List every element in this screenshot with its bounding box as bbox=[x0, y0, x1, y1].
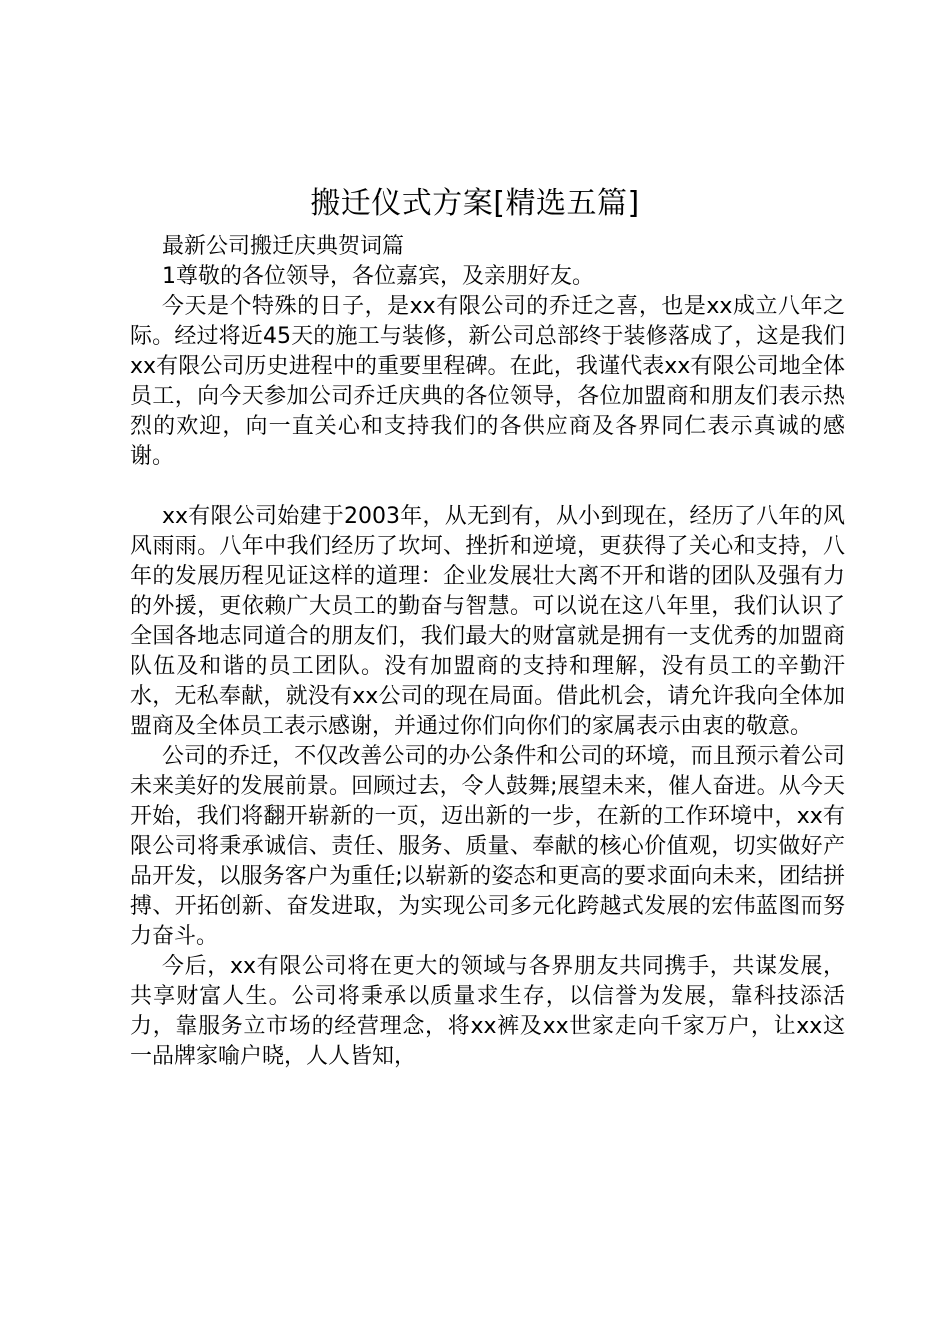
body-paragraph-1: 今天是个特殊的日子，是xx有限公司的乔迁之喜，也是xx成立八年之际。经过将近45天的施工与装修，新公司总部终于装修落成了，这是我们xx有限公司历史进程中的重要里程碑。在此，我谨代表xx有限公司地全体员工，向今天参加公司乔迁庆典的各位领导，各位加盟商和朋友们表示热烈的欢迎，向一直关心和支持我们的各供应商及各界同仁表示真诚的感谢。 bbox=[130, 294, 845, 469]
section-heading: 最新公司搬迁庆典贺词篇 bbox=[162, 234, 405, 259]
greeting-paragraph: 1尊敬的各位领导，各位嘉宾，及亲朋好友。 bbox=[162, 264, 594, 289]
body-paragraph-4: 今后，xx有限公司将在更大的领域与各界朋友共同携手，共谋发展，共享财富人生。公司将秉承以质量求生存，以信誉为发展，靠科技添活力，靠服务立市场的经营理念，将xx裤及xx世家走向千家万户，让xx这一品牌家喻户晓，人人皆知， bbox=[130, 954, 845, 1069]
document-body bbox=[130, 232, 845, 1072]
body-paragraph-3: 公司的乔迁，不仅改善公司的办公条件和公司的环境，而且预示着公司未来美好的发展前景。回顾过去，令人鼓舞;展望未来，催人奋进。从今天开始，我们将翻开崭新的一页，迈出新的一步，在新的工作环境中，xx有限公司将秉承诚信、责任、服务、质量、奉献的核心价值观，切实做好产品开发，以服务客户为重任;以崭新的姿态和更高的要求面向未来，团结拼搏、开拓创新、奋发进取，为实现公司多元化跨越式发展的宏伟蓝图而努力奋斗。 bbox=[130, 744, 845, 949]
document-title: 搬迁仪式方案[精选五篇] bbox=[310, 186, 640, 221]
body-paragraph-2: xx有限公司始建于2003年，从无到有，从小到现在，经历了八年的风风雨雨。八年中我们经历了坎坷、挫折和逆境，更获得了关心和支持，八年的发展历程见证这样的道理：企业发展壮大离不开和谐的团队及强有力的外援，更依赖广大员工的勤奋与智慧。可以说在这八年里，我们认识了全国各地志同道合的朋友们，我们最大的财富就是拥有一支优秀的加盟商队伍及和谐的员工团队。没有加盟商的支持和理解，没有员工的辛勤汗水，无私奉献，就没有xx公司的现在局面。借此机会，请允许我向全体加盟商及全体员工表示感谢，并通过你们向你们的家属表示由衷的敬意。 bbox=[130, 504, 845, 739]
